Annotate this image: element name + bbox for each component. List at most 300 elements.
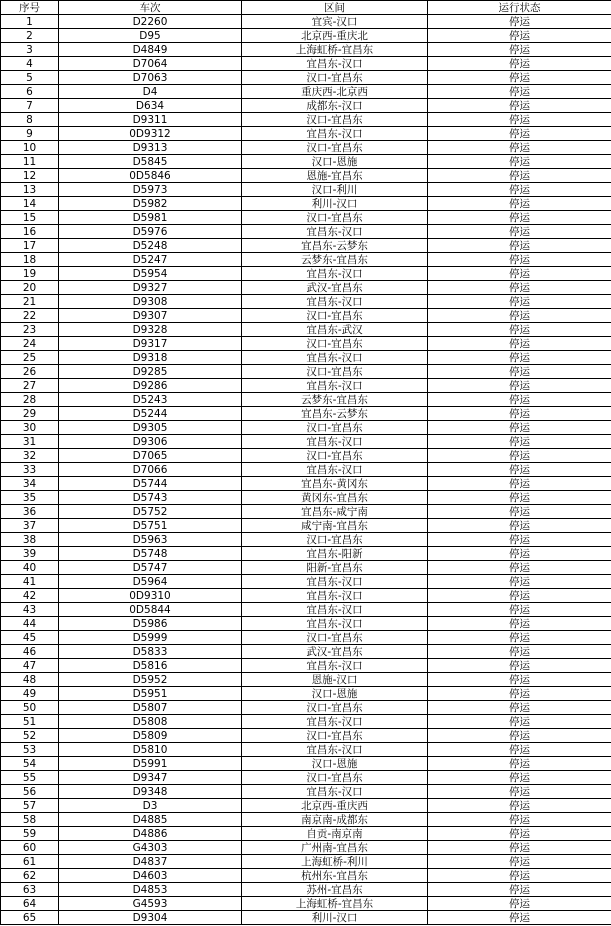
cell-status: 停运 (428, 575, 611, 589)
cell-status: 停运 (428, 673, 611, 687)
cell-status: 停运 (428, 239, 611, 253)
table-row (1, 155, 611, 169)
cell-index: 17 (1, 239, 59, 253)
table-row (1, 295, 611, 309)
table-row (1, 43, 611, 57)
cell-index: 29 (1, 407, 59, 421)
cell-train-number: D9305 (59, 421, 242, 435)
table-row (1, 463, 611, 477)
cell-route: 武汉-宜昌东 (242, 645, 428, 659)
cell-status: 停运 (428, 99, 611, 113)
cell-index: 46 (1, 645, 59, 659)
header-train-number: 车次 (59, 1, 242, 15)
table-row (1, 897, 611, 911)
cell-status: 停运 (428, 15, 611, 29)
cell-train-number: D95 (59, 29, 242, 43)
table-row (1, 57, 611, 71)
cell-train-number: D5963 (59, 533, 242, 547)
table-row (1, 141, 611, 155)
cell-status: 停运 (428, 897, 611, 911)
table-row (1, 673, 611, 687)
cell-index: 62 (1, 869, 59, 883)
cell-route: 宜昌东-汉口 (242, 603, 428, 617)
cell-status: 停运 (428, 701, 611, 715)
cell-train-number: D5747 (59, 561, 242, 575)
cell-status: 停运 (428, 771, 611, 785)
table-row (1, 505, 611, 519)
cell-train-number: 0D5844 (59, 603, 242, 617)
cell-route: 杭州东-宜昌东 (242, 869, 428, 883)
cell-route: 宜昌东-云梦东 (242, 407, 428, 421)
cell-status: 停运 (428, 379, 611, 393)
cell-status: 停运 (428, 267, 611, 281)
cell-index: 1 (1, 15, 59, 29)
cell-train-number: D9317 (59, 337, 242, 351)
table-row (1, 547, 611, 561)
cell-status: 停运 (428, 225, 611, 239)
cell-status: 停运 (428, 757, 611, 771)
cell-index: 35 (1, 491, 59, 505)
cell-index: 56 (1, 785, 59, 799)
cell-route: 汉口-恩施 (242, 757, 428, 771)
table-row (1, 127, 611, 141)
cell-train-number: D7065 (59, 449, 242, 463)
cell-index: 23 (1, 323, 59, 337)
cell-index: 45 (1, 631, 59, 645)
table-row (1, 183, 611, 197)
cell-train-number: D5752 (59, 505, 242, 519)
cell-train-number: D5243 (59, 393, 242, 407)
cell-status: 停运 (428, 491, 611, 505)
cell-status: 停运 (428, 113, 611, 127)
cell-status: 停运 (428, 799, 611, 813)
table-row (1, 855, 611, 869)
cell-train-number: D9348 (59, 785, 242, 799)
table-row (1, 617, 611, 631)
table-row (1, 715, 611, 729)
cell-route: 汉口-宜昌东 (242, 365, 428, 379)
cell-status: 停运 (428, 351, 611, 365)
cell-route: 宜昌东-汉口 (242, 589, 428, 603)
cell-index: 5 (1, 71, 59, 85)
cell-train-number: D5986 (59, 617, 242, 631)
cell-index: 15 (1, 211, 59, 225)
cell-train-number: D5751 (59, 519, 242, 533)
cell-train-number: D9313 (59, 141, 242, 155)
cell-route: 宜昌东-汉口 (242, 379, 428, 393)
cell-index: 53 (1, 743, 59, 757)
cell-index: 22 (1, 309, 59, 323)
cell-train-number: D634 (59, 99, 242, 113)
cell-route: 汉口-宜昌东 (242, 771, 428, 785)
cell-status: 停运 (428, 155, 611, 169)
cell-index: 44 (1, 617, 59, 631)
cell-status: 停运 (428, 547, 611, 561)
cell-status: 停运 (428, 211, 611, 225)
cell-status: 停运 (428, 589, 611, 603)
cell-index: 9 (1, 127, 59, 141)
cell-status: 停运 (428, 309, 611, 323)
table-row (1, 169, 611, 183)
cell-train-number: 0D9310 (59, 589, 242, 603)
cell-route: 成都东-汉口 (242, 99, 428, 113)
cell-route: 宜昌东-汉口 (242, 351, 428, 365)
cell-route: 宜昌东-汉口 (242, 743, 428, 757)
cell-route: 宜昌东-汉口 (242, 267, 428, 281)
cell-route: 宜昌东-黄冈东 (242, 477, 428, 491)
cell-route: 宜昌东-汉口 (242, 617, 428, 631)
cell-route: 汉口-宜昌东 (242, 631, 428, 645)
cell-status: 停运 (428, 743, 611, 757)
cell-index: 10 (1, 141, 59, 155)
cell-route: 宜宾-汉口 (242, 15, 428, 29)
table-row (1, 281, 611, 295)
cell-index: 54 (1, 757, 59, 771)
table-row (1, 743, 611, 757)
cell-status: 停运 (428, 421, 611, 435)
cell-status: 停运 (428, 869, 611, 883)
cell-index: 40 (1, 561, 59, 575)
cell-status: 停运 (428, 435, 611, 449)
table-row (1, 239, 611, 253)
table-row (1, 631, 611, 645)
cell-route: 武汉-宜昌东 (242, 281, 428, 295)
cell-status: 停运 (428, 687, 611, 701)
cell-route: 宜昌东-汉口 (242, 225, 428, 239)
cell-route: 北京西-重庆西 (242, 799, 428, 813)
cell-train-number: D9304 (59, 911, 242, 925)
cell-index: 48 (1, 673, 59, 687)
cell-index: 51 (1, 715, 59, 729)
table-row (1, 337, 611, 351)
cell-index: 64 (1, 897, 59, 911)
cell-route: 重庆西-北京西 (242, 85, 428, 99)
table-row (1, 225, 611, 239)
table-row (1, 561, 611, 575)
cell-index: 65 (1, 911, 59, 925)
cell-status: 停运 (428, 407, 611, 421)
cell-index: 3 (1, 43, 59, 57)
table-row (1, 309, 611, 323)
cell-status: 停运 (428, 71, 611, 85)
table-row (1, 449, 611, 463)
cell-index: 7 (1, 99, 59, 113)
cell-train-number: D5248 (59, 239, 242, 253)
table-row (1, 519, 611, 533)
cell-route: 咸宁南-宜昌东 (242, 519, 428, 533)
cell-route: 汉口-恩施 (242, 155, 428, 169)
cell-route: 宜昌东-汉口 (242, 435, 428, 449)
cell-index: 26 (1, 365, 59, 379)
table-row (1, 883, 611, 897)
cell-route: 云梦东-宜昌东 (242, 253, 428, 267)
cell-train-number: D5816 (59, 659, 242, 673)
table-row (1, 379, 611, 393)
cell-train-number: D5744 (59, 477, 242, 491)
cell-train-number: D9307 (59, 309, 242, 323)
table-row (1, 869, 611, 883)
cell-route: 北京西-重庆北 (242, 29, 428, 43)
header-row (1, 1, 611, 15)
cell-index: 13 (1, 183, 59, 197)
cell-train-number: D9327 (59, 281, 242, 295)
cell-train-number: G4303 (59, 841, 242, 855)
cell-train-number: D5810 (59, 743, 242, 757)
cell-train-number: D5976 (59, 225, 242, 239)
table-row (1, 393, 611, 407)
cell-train-number: D5981 (59, 211, 242, 225)
cell-index: 19 (1, 267, 59, 281)
cell-route: 上海虹桥-利川 (242, 855, 428, 869)
table-row (1, 113, 611, 127)
table-body (1, 15, 611, 925)
cell-status: 停运 (428, 323, 611, 337)
cell-status: 停运 (428, 197, 611, 211)
cell-train-number: D5809 (59, 729, 242, 743)
cell-route: 宜昌东-武汉 (242, 323, 428, 337)
cell-train-number: D9306 (59, 435, 242, 449)
cell-train-number: D5999 (59, 631, 242, 645)
table-row (1, 799, 611, 813)
cell-train-number: D9285 (59, 365, 242, 379)
cell-status: 停运 (428, 603, 611, 617)
cell-index: 31 (1, 435, 59, 449)
cell-index: 38 (1, 533, 59, 547)
cell-route: 恩施-汉口 (242, 673, 428, 687)
cell-train-number: D5952 (59, 673, 242, 687)
cell-index: 24 (1, 337, 59, 351)
cell-status: 停运 (428, 29, 611, 43)
cell-train-number: D5807 (59, 701, 242, 715)
cell-status: 停运 (428, 715, 611, 729)
cell-route: 汉口-恩施 (242, 687, 428, 701)
cell-train-number: D4886 (59, 827, 242, 841)
cell-route: 云梦东-宜昌东 (242, 393, 428, 407)
cell-route: 南京南-成都东 (242, 813, 428, 827)
cell-status: 停运 (428, 477, 611, 491)
cell-train-number: D7063 (59, 71, 242, 85)
cell-route: 汉口-宜昌东 (242, 533, 428, 547)
cell-train-number: D5951 (59, 687, 242, 701)
cell-status: 停运 (428, 561, 611, 575)
cell-status: 停运 (428, 645, 611, 659)
cell-index: 16 (1, 225, 59, 239)
cell-train-number: D2260 (59, 15, 242, 29)
cell-status: 停运 (428, 183, 611, 197)
cell-train-number: D9318 (59, 351, 242, 365)
cell-status: 停运 (428, 85, 611, 99)
cell-route: 宜昌东-汉口 (242, 127, 428, 141)
cell-train-number: 0D9312 (59, 127, 242, 141)
cell-status: 停运 (428, 449, 611, 463)
cell-index: 11 (1, 155, 59, 169)
table-row (1, 575, 611, 589)
table-row (1, 603, 611, 617)
cell-index: 27 (1, 379, 59, 393)
cell-index: 12 (1, 169, 59, 183)
header-route: 区间 (242, 1, 428, 15)
cell-status: 停运 (428, 505, 611, 519)
cell-train-number: D5833 (59, 645, 242, 659)
cell-index: 50 (1, 701, 59, 715)
cell-status: 停运 (428, 337, 611, 351)
cell-status: 停运 (428, 631, 611, 645)
table-row (1, 785, 611, 799)
cell-index: 20 (1, 281, 59, 295)
table-row (1, 99, 611, 113)
cell-train-number: D9308 (59, 295, 242, 309)
table-row (1, 911, 611, 925)
table-row (1, 435, 611, 449)
cell-index: 4 (1, 57, 59, 71)
cell-index: 59 (1, 827, 59, 841)
table-row (1, 659, 611, 673)
table-row (1, 589, 611, 603)
cell-index: 30 (1, 421, 59, 435)
cell-train-number: D7064 (59, 57, 242, 71)
cell-route: 苏州-宜昌东 (242, 883, 428, 897)
cell-route: 利川-汉口 (242, 911, 428, 925)
table-row (1, 407, 611, 421)
cell-route: 宜昌东-汉口 (242, 57, 428, 71)
cell-route: 汉口-宜昌东 (242, 211, 428, 225)
cell-index: 47 (1, 659, 59, 673)
cell-route: 利川-汉口 (242, 197, 428, 211)
table-row (1, 827, 611, 841)
cell-train-number: D5244 (59, 407, 242, 421)
table-row (1, 533, 611, 547)
cell-train-number: D3 (59, 799, 242, 813)
cell-route: 宜昌东-汉口 (242, 295, 428, 309)
cell-route: 上海虹桥-宜昌东 (242, 43, 428, 57)
cell-route: 汉口-利川 (242, 183, 428, 197)
table-row (1, 421, 611, 435)
cell-index: 39 (1, 547, 59, 561)
cell-index: 34 (1, 477, 59, 491)
cell-status: 停运 (428, 57, 611, 71)
table-row (1, 267, 611, 281)
table-row (1, 729, 611, 743)
table-row (1, 841, 611, 855)
cell-route: 汉口-宜昌东 (242, 337, 428, 351)
cell-index: 41 (1, 575, 59, 589)
cell-train-number: D5982 (59, 197, 242, 211)
cell-train-number: D5743 (59, 491, 242, 505)
table-row (1, 197, 611, 211)
cell-index: 25 (1, 351, 59, 365)
cell-status: 停运 (428, 141, 611, 155)
header-status: 运行状态 (428, 1, 611, 15)
cell-route: 宜昌东-汉口 (242, 575, 428, 589)
cell-train-number: D4849 (59, 43, 242, 57)
cell-route: 阳新-宜昌东 (242, 561, 428, 575)
table-row (1, 771, 611, 785)
cell-route: 黄冈东-宜昌东 (242, 491, 428, 505)
cell-index: 21 (1, 295, 59, 309)
cell-index: 33 (1, 463, 59, 477)
cell-route: 汉口-宜昌东 (242, 421, 428, 435)
cell-route: 汉口-宜昌东 (242, 449, 428, 463)
cell-train-number: D5964 (59, 575, 242, 589)
cell-train-number: D9311 (59, 113, 242, 127)
table-row (1, 323, 611, 337)
cell-train-number: D5954 (59, 267, 242, 281)
cell-status: 停运 (428, 827, 611, 841)
cell-train-number: D5808 (59, 715, 242, 729)
table-row (1, 71, 611, 85)
cell-route: 汉口-宜昌东 (242, 71, 428, 85)
cell-status: 停运 (428, 519, 611, 533)
cell-route: 宜昌东-咸宁南 (242, 505, 428, 519)
cell-index: 63 (1, 883, 59, 897)
table-row (1, 687, 611, 701)
cell-route: 宜昌东-阳新 (242, 547, 428, 561)
cell-train-number: D4885 (59, 813, 242, 827)
cell-index: 58 (1, 813, 59, 827)
table-row (1, 29, 611, 43)
cell-route: 汉口-宜昌东 (242, 701, 428, 715)
cell-index: 2 (1, 29, 59, 43)
cell-status: 停运 (428, 43, 611, 57)
cell-index: 52 (1, 729, 59, 743)
cell-train-number: G4593 (59, 897, 242, 911)
cell-index: 37 (1, 519, 59, 533)
header-index: 序号 (1, 1, 59, 15)
table-row (1, 351, 611, 365)
cell-index: 6 (1, 85, 59, 99)
cell-status: 停运 (428, 393, 611, 407)
cell-train-number: 0D5846 (59, 169, 242, 183)
cell-status: 停运 (428, 533, 611, 547)
cell-route: 汉口-宜昌东 (242, 141, 428, 155)
cell-index: 18 (1, 253, 59, 267)
cell-index: 61 (1, 855, 59, 869)
cell-route: 广州南-宜昌东 (242, 841, 428, 855)
cell-route: 宜昌东-汉口 (242, 785, 428, 799)
table-row (1, 757, 611, 771)
cell-train-number: D5748 (59, 547, 242, 561)
cell-train-number: D5991 (59, 757, 242, 771)
cell-route: 宜昌东-汉口 (242, 463, 428, 477)
cell-index: 32 (1, 449, 59, 463)
cell-index: 57 (1, 799, 59, 813)
table-row (1, 491, 611, 505)
cell-train-number: D4603 (59, 869, 242, 883)
cell-status: 停运 (428, 463, 611, 477)
cell-status: 停运 (428, 617, 611, 631)
cell-status: 停运 (428, 785, 611, 799)
cell-train-number: D5973 (59, 183, 242, 197)
table-row (1, 477, 611, 491)
cell-route: 上海虹桥-宜昌东 (242, 897, 428, 911)
cell-index: 60 (1, 841, 59, 855)
cell-status: 停运 (428, 813, 611, 827)
table-row (1, 813, 611, 827)
cell-status: 停运 (428, 365, 611, 379)
cell-route: 汉口-宜昌东 (242, 729, 428, 743)
table-row (1, 365, 611, 379)
table-row (1, 701, 611, 715)
cell-status: 停运 (428, 127, 611, 141)
table-row (1, 211, 611, 225)
cell-status: 停运 (428, 841, 611, 855)
cell-status: 停运 (428, 169, 611, 183)
cell-route: 宜昌东-汉口 (242, 715, 428, 729)
cell-status: 停运 (428, 253, 611, 267)
table-row (1, 253, 611, 267)
cell-status: 停运 (428, 729, 611, 743)
cell-train-number: D4853 (59, 883, 242, 897)
